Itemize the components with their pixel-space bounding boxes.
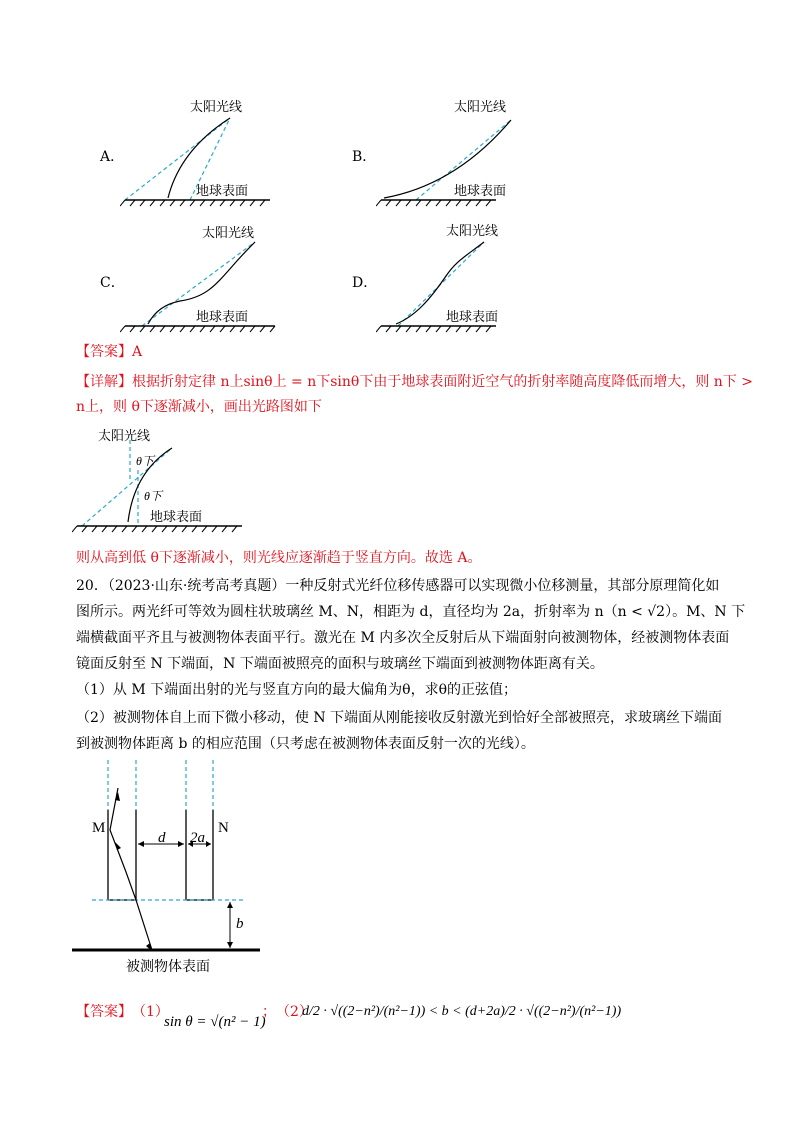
answer-1: 【答案】A: [76, 344, 143, 360]
ground-hatch: [120, 326, 275, 332]
theta-low-label-lower: θ下: [144, 489, 162, 503]
light-path: [384, 120, 511, 198]
detail-line-2: n上，则 θ下逐渐减小，画出光路图如下: [76, 399, 322, 415]
q20-line-3: 端横截面平齐且与被测物体表面平行。激光在 M 内多次全反射后从下端面射向被测物体，经被测物体表面: [76, 630, 730, 646]
option-d-sun-label: 太阳光线: [446, 224, 499, 239]
answer-2-part-2: （2）: [276, 1004, 313, 1020]
answer-2-sep: ；: [262, 1004, 276, 1020]
option-b-letter: B．: [352, 149, 377, 165]
q20-line-2: 图所示。两光纤可等效为圆柱状玻璃丝 M、N，相距为 d，直径均为 2a，折射率为 n（n < √2）。M、N 下: [76, 604, 746, 620]
q20-line-1: 20．（2023·山东·统考高考真题）一种反射式光纤位移传感器可以实现微小位移测量，其部分原理简化如: [76, 578, 720, 594]
q20-part-2a: （2）被测物体自上而下微小移动，使 N 下端面从刚能接收反射激光到恰好全部被照亮，求玻璃丝下端面: [76, 710, 723, 726]
option-a-sun-label: 太阳光线: [190, 100, 243, 115]
dashed-line: [142, 242, 255, 326]
option-d-figure: [376, 236, 526, 336]
fiber-label-b: b: [236, 916, 244, 932]
ground-hatch: [120, 200, 265, 206]
q20-part-2b: 到被测物体距离 b 的相应范围（只考虑在被测物体表面反射一次的光线）。: [76, 736, 535, 752]
detail-line-1: 【详解】根据折射定律 n上sinθ上 = n下sinθ下由于地球表面附近空气的折射率随高度降低而增大，则 n下 >: [76, 374, 753, 390]
laser-path: [110, 788, 152, 950]
dashed-line: [416, 120, 511, 200]
ground-hatch: [376, 326, 491, 332]
light-path: [396, 242, 484, 324]
dashed-line: [125, 118, 230, 200]
option-a-letter: A．: [100, 149, 125, 165]
path-figure-earth-label: 地球表面: [150, 510, 203, 525]
option-d-earth-label: 地球表面: [446, 310, 499, 325]
fiber-label-m: M: [92, 820, 106, 836]
fiber-label-d: d: [158, 830, 166, 846]
answer-2-eq-2: d/2 · √((2−n²)/(n²−1)) < b < (d+2a)/2 · √((2−n²)/(n²−1)): [302, 1004, 622, 1019]
answer-2-prefix: 【答案】: [76, 1004, 132, 1020]
option-b-earth-label: 地球表面: [454, 184, 507, 199]
option-b-figure: [376, 110, 526, 210]
theta-low-label-upper: θ下: [136, 454, 154, 468]
fiber-label-n: N: [218, 820, 229, 836]
dashed-line: [82, 448, 172, 526]
answer-2-eq-1: sin θ = √(n² − 1): [164, 1014, 266, 1030]
q20-line-4: 镜面反射至 N 下端面，N 下端面被照亮的面积与玻璃丝下端面到被测物体距离有关。: [76, 656, 604, 672]
option-c-earth-label: 地球表面: [196, 310, 249, 325]
object-surface-label: 被测物体表面: [126, 959, 210, 975]
option-c-letter: C．: [100, 275, 125, 291]
option-a-earth-label: 地球表面: [196, 184, 249, 199]
option-c-sun-label: 太阳光线: [202, 226, 255, 241]
fiber-figure: [70, 760, 270, 980]
fiber-label-2a: 2a: [190, 830, 205, 846]
light-path: [128, 448, 172, 522]
option-a-figure: [120, 110, 290, 210]
conclusion: 则从高到低 θ下逐渐减小，则光线应逐渐趋于竖直方向。故选 A。: [76, 550, 482, 566]
option-c-figure: [120, 236, 290, 336]
path-figure: [72, 440, 262, 540]
path-figure-sun-label: 太阳光线: [98, 429, 151, 444]
dashed-line: [190, 118, 230, 200]
option-d-letter: D．: [352, 275, 378, 291]
ground-hatch: [72, 526, 237, 532]
option-b-sun-label: 太阳光线: [454, 100, 507, 115]
light-path: [168, 118, 230, 198]
q20-part-1: （1）从 M 下端面出射的光与竖直方向的最大偏角为θ，求θ的正弦值；: [76, 682, 517, 698]
answer-2-part-1: （1）: [132, 1004, 169, 1020]
ground-hatch: [376, 200, 491, 206]
